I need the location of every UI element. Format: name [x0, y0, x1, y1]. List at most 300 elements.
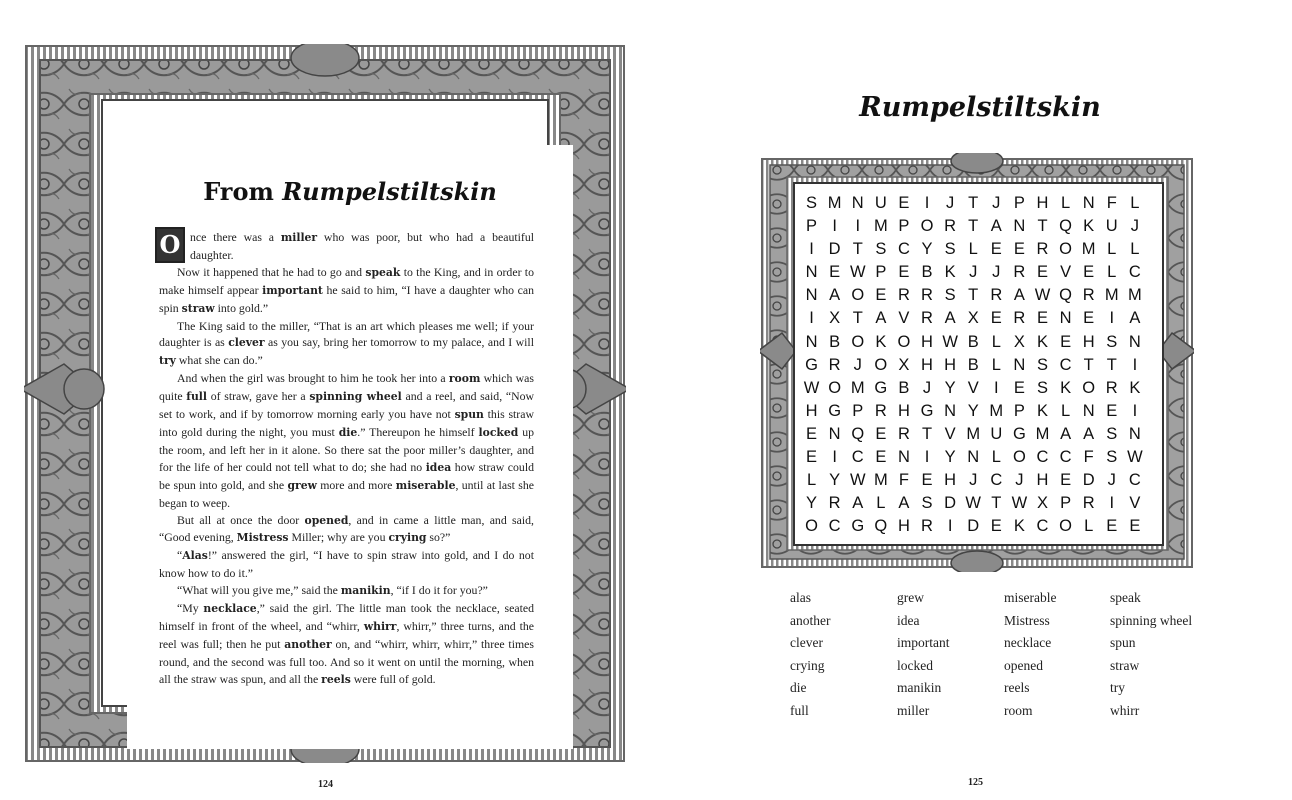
grid-letter[interactable]: V	[967, 378, 979, 397]
grid-letter[interactable]: S	[1036, 378, 1048, 397]
grid-letter[interactable]: J	[945, 194, 955, 212]
grid-letter[interactable]: M	[873, 217, 888, 236]
grid-letter[interactable]: E	[1036, 263, 1048, 282]
story-text: so?”	[426, 530, 451, 545]
grid-letter[interactable]: R	[1105, 378, 1118, 397]
grid-letter[interactable]: M	[989, 401, 1004, 420]
grid-letter[interactable]: L	[991, 448, 1001, 467]
grid-letter[interactable]: L	[1084, 517, 1094, 536]
grid-letter[interactable]: O	[1059, 517, 1072, 536]
grid-letter[interactable]: K	[1036, 332, 1048, 351]
grid-letter[interactable]: K	[1013, 517, 1025, 536]
grid-letter[interactable]: O	[851, 286, 865, 305]
grid-letter[interactable]: L	[991, 332, 1001, 351]
grid-letter[interactable]: J	[1107, 471, 1116, 490]
grid-letter[interactable]: V	[1060, 263, 1072, 282]
vocab-word: spun	[454, 408, 484, 422]
story-text: .” Thereupon he himself	[357, 424, 479, 439]
grid-letter[interactable]: D	[1082, 471, 1095, 490]
grid-letter[interactable]: J	[1015, 471, 1024, 490]
grid-letter[interactable]: W	[965, 494, 981, 513]
grid-letter[interactable]: T	[991, 494, 1002, 513]
grid-letter[interactable]: Y	[829, 471, 841, 490]
grid-letter[interactable]: P	[1013, 194, 1025, 212]
grid-letter[interactable]: A	[1013, 286, 1025, 305]
page-number-right: 125	[968, 777, 983, 788]
word-list-item: important	[897, 635, 950, 651]
grid-letter[interactable]: J	[969, 471, 978, 490]
grid-letter[interactable]: H	[1082, 332, 1095, 351]
grid-letter[interactable]: X	[898, 355, 910, 374]
grid-letter[interactable]: E	[1083, 309, 1095, 328]
story-title-italic: Rumpelstiltskin	[282, 177, 497, 206]
grid-letter[interactable]: N	[967, 448, 980, 467]
grid-letter[interactable]: J	[992, 263, 1001, 282]
grid-letter[interactable]: N	[828, 424, 841, 443]
grid-letter[interactable]: S	[1106, 424, 1118, 443]
grid-letter[interactable]: H	[921, 332, 933, 351]
grid-letter[interactable]: M	[850, 378, 865, 397]
grid-letter[interactable]: C	[1036, 448, 1049, 467]
grid-letter[interactable]: F	[1106, 194, 1117, 212]
word-list-item: die	[790, 680, 807, 696]
grid-letter[interactable]: B	[967, 355, 979, 374]
grid-letter[interactable]: O	[1059, 240, 1072, 259]
word-list-item: spinning wheel	[1110, 612, 1193, 628]
grid-letter[interactable]: C	[1059, 355, 1072, 374]
grid-letter[interactable]: M	[1127, 286, 1142, 305]
grid-letter[interactable]: H	[897, 517, 910, 536]
grid-letter[interactable]: E	[898, 194, 910, 212]
grid-letter[interactable]: C	[851, 448, 864, 467]
grid-letter[interactable]: S	[921, 494, 933, 513]
story-text: , whirr,” three turns, and the reel was full; then he put	[159, 618, 534, 651]
grid-letter[interactable]: O	[874, 355, 888, 374]
grid-letter[interactable]: I	[947, 517, 953, 536]
grid-letter[interactable]: A	[1083, 424, 1095, 443]
story-text: The King said to the miller, “That is an art which pleases me well; if your daughter is as	[159, 318, 534, 350]
grid-letter[interactable]: L	[1130, 240, 1140, 259]
vocab-word: another	[284, 637, 332, 651]
grid-letter[interactable]: O	[920, 217, 934, 236]
grid-letter[interactable]: P	[852, 401, 864, 420]
word-list-item: straw	[1110, 657, 1140, 673]
story-paragraph	[159, 582, 534, 600]
grid-letter[interactable]: E	[1013, 378, 1025, 397]
grid-letter[interactable]: L	[806, 471, 817, 490]
vocab-word: crying	[388, 531, 427, 545]
grid-letter[interactable]: W	[849, 263, 866, 282]
grid-letter[interactable]: C	[897, 240, 910, 259]
story-text: who was poor, but who had a beautiful daughter.	[190, 230, 535, 262]
grid-letter[interactable]: I	[809, 309, 814, 328]
grid-letter[interactable]: I	[1132, 355, 1138, 374]
grid-letter[interactable]: E	[898, 263, 910, 282]
grid-letter[interactable]: A	[875, 309, 887, 328]
grid-letter[interactable]: G	[1012, 424, 1026, 443]
vocab-word: miller	[280, 231, 318, 244]
grid-letter[interactable]: Q	[874, 517, 888, 536]
grid-letter[interactable]: T	[852, 309, 863, 328]
grid-letter[interactable]: R	[1036, 240, 1049, 259]
grid-letter[interactable]: O	[851, 332, 865, 351]
grid-letter[interactable]: Q	[1059, 217, 1072, 236]
grid-letter[interactable]: E	[921, 471, 933, 490]
vocab-word: room	[448, 372, 481, 386]
story-text: to the King, and in order to make himself appear	[159, 264, 534, 297]
grid-letter[interactable]: A	[852, 494, 864, 513]
grid-letter[interactable]: O	[1082, 378, 1096, 397]
grid-letter[interactable]: Y	[921, 240, 933, 259]
grid-letter[interactable]: E	[1106, 517, 1118, 536]
grid-letter[interactable]: K	[875, 332, 887, 351]
vocab-word: full	[186, 390, 207, 404]
grid-letter[interactable]: M	[1035, 424, 1050, 443]
grid-letter[interactable]: A	[990, 217, 1002, 236]
grid-letter[interactable]: E	[875, 424, 887, 443]
grid-letter[interactable]: M	[873, 471, 888, 490]
grid-letter[interactable]: N	[897, 448, 910, 467]
grid-letter[interactable]: S	[944, 240, 956, 259]
grid-letter[interactable]: A	[829, 286, 841, 305]
grid-letter[interactable]: E	[990, 240, 1002, 259]
grid-letter[interactable]: I	[1109, 309, 1115, 328]
grid-letter[interactable]: J	[969, 263, 978, 282]
grid-letter[interactable]: R	[828, 355, 841, 374]
grid-letter[interactable]: W	[1127, 448, 1143, 467]
grid-letter[interactable]: W	[1034, 286, 1051, 305]
grid-letter[interactable]: I	[832, 448, 837, 467]
story-paragraph	[159, 229, 534, 264]
word-list-item: crying	[790, 657, 825, 673]
word-list-item: locked	[897, 657, 933, 673]
grid-letter[interactable]: L	[1107, 240, 1117, 259]
grid-letter[interactable]: E	[990, 309, 1002, 328]
grid-letter[interactable]: W	[942, 332, 958, 351]
grid-letter[interactable]: G	[920, 401, 934, 420]
grid-letter[interactable]: E	[1060, 471, 1072, 490]
grid-letter[interactable]: N	[851, 194, 864, 212]
story-text-panel	[127, 145, 573, 749]
word-list-item: reels	[1004, 680, 1030, 696]
grid-letter[interactable]: H	[944, 471, 957, 490]
word-list-item: miserable	[1004, 590, 1057, 605]
grid-letter[interactable]: L	[1060, 401, 1071, 420]
grid-letter[interactable]: T	[968, 217, 979, 236]
story-text: Miller; why are you	[288, 530, 389, 545]
word-search-grid	[800, 192, 1146, 538]
grid-letter[interactable]: H	[921, 355, 933, 374]
grid-letter[interactable]: M	[827, 194, 842, 212]
word-list-item: idea	[897, 612, 920, 628]
story-text: , until at last she began to weep.	[159, 477, 535, 510]
grid-letter[interactable]: R	[921, 309, 933, 328]
grid-letter[interactable]: H	[1036, 471, 1049, 490]
grid-letter[interactable]: A	[1060, 424, 1072, 443]
grid-letter[interactable]: E	[806, 448, 818, 467]
grid-letter[interactable]: Y	[967, 401, 979, 420]
grid-letter[interactable]: M	[1081, 240, 1096, 259]
grid-letter[interactable]: H	[1036, 194, 1049, 212]
grid-letter[interactable]: H	[897, 401, 910, 420]
vocab-word: miserable	[395, 478, 456, 492]
grid-letter[interactable]: D	[828, 240, 841, 259]
grid-letter[interactable]: Q	[851, 424, 865, 443]
grid-letter[interactable]: D	[944, 494, 957, 513]
vocab-word: important	[262, 283, 323, 297]
grid-letter[interactable]: N	[1013, 217, 1026, 236]
grid-letter[interactable]: O	[805, 517, 818, 536]
grid-letter[interactable]: O	[1012, 448, 1026, 467]
grid-letter[interactable]: M	[1104, 286, 1119, 305]
grid-letter[interactable]: R	[897, 286, 910, 305]
grid-letter[interactable]: O	[828, 378, 842, 397]
grid-letter[interactable]: W	[849, 471, 866, 490]
grid-letter[interactable]: L	[876, 494, 886, 513]
story-text: , and in came a little man, and said, “Good evening,	[159, 512, 534, 545]
grid-letter[interactable]: R	[874, 401, 887, 420]
grid-letter[interactable]: W	[803, 378, 820, 397]
grid-letter[interactable]: T	[1037, 217, 1048, 236]
vocab-word: Alas	[182, 549, 208, 563]
story-paragraph	[159, 547, 534, 582]
grid-letter[interactable]: F	[1083, 448, 1094, 467]
grid-letter[interactable]: G	[805, 355, 818, 374]
story-text: as you say, bring her tomorrow to my palace, and I will	[264, 335, 534, 350]
vocab-word: reels	[321, 672, 351, 686]
grid-letter[interactable]: G	[828, 401, 842, 420]
grid-letter[interactable]: S	[806, 194, 818, 212]
puzzle-frame	[760, 153, 1194, 572]
story-text: But all at once the door	[177, 512, 305, 527]
grid-letter[interactable]: G	[851, 517, 865, 536]
grid-letter[interactable]: C	[1036, 517, 1049, 536]
grid-letter[interactable]: E	[1106, 401, 1118, 420]
grid-letter[interactable]: H	[944, 355, 957, 374]
story-text: into gold.”	[214, 300, 269, 315]
grid-letter[interactable]: P	[806, 217, 818, 236]
grid-letter[interactable]: R	[1013, 263, 1026, 282]
grid-letter[interactable]: I	[924, 448, 930, 467]
vocab-word: straw	[181, 301, 215, 315]
story-title: From Rumpelstiltskin	[203, 177, 497, 206]
grid-letter[interactable]: N	[1128, 424, 1141, 443]
vocab-word: speak	[365, 265, 401, 279]
grid-letter[interactable]: A	[944, 309, 956, 328]
grid-letter[interactable]: L	[1060, 194, 1071, 212]
grid-letter[interactable]: S	[875, 240, 887, 259]
story-paragraph	[159, 512, 534, 548]
grid-letter[interactable]: I	[855, 217, 861, 236]
grid-letter[interactable]: R	[921, 286, 933, 305]
grid-letter[interactable]: T	[921, 424, 933, 443]
grid-letter[interactable]: X	[1036, 494, 1048, 513]
grid-letter[interactable]: P	[875, 263, 887, 282]
story-text: and a reel, and said, “Now set to work, and if by tomorrow morning early you have not	[159, 389, 535, 422]
grid-letter[interactable]: K	[944, 263, 956, 282]
grid-letter[interactable]: L	[991, 355, 1001, 374]
grid-letter[interactable]: S	[944, 286, 956, 305]
grid-letter[interactable]: R	[921, 517, 933, 536]
grid-letter[interactable]: T	[1106, 355, 1117, 374]
grid-letter[interactable]: E	[1013, 240, 1025, 259]
grid-letter[interactable]: Y	[944, 378, 956, 397]
grid-letter[interactable]: E	[806, 424, 818, 443]
story-text: which was quite	[159, 371, 534, 404]
grid-letter[interactable]: I	[1132, 401, 1138, 420]
grid-letter[interactable]: E	[1129, 517, 1141, 536]
grid-letter[interactable]: K	[1129, 378, 1141, 397]
grid-letter[interactable]: X	[967, 309, 979, 328]
grid-letter[interactable]: J	[853, 355, 862, 374]
grid-letter[interactable]: C	[990, 471, 1003, 490]
grid-letter[interactable]: L	[968, 240, 978, 259]
grid-letter[interactable]: Q	[1059, 286, 1072, 305]
grid-letter[interactable]: I	[809, 240, 814, 259]
grid-letter[interactable]: X	[829, 309, 841, 328]
story-paragraph	[159, 370, 534, 511]
grid-letter[interactable]: E	[829, 263, 841, 282]
grid-letter[interactable]: U	[874, 194, 887, 212]
grid-letter[interactable]: W	[1011, 494, 1028, 513]
grid-letter[interactable]: A	[898, 494, 910, 513]
grid-letter[interactable]: D	[967, 517, 980, 536]
drop-cap: O	[155, 227, 185, 263]
grid-letter[interactable]: H	[805, 401, 818, 420]
vocab-word: necklace	[203, 602, 257, 616]
grid-letter[interactable]: F	[898, 471, 909, 490]
story-text: And when the girl was brought to him he took her into a	[177, 371, 449, 386]
grid-letter[interactable]: B	[898, 378, 910, 397]
word-list-item: whirr	[1110, 702, 1140, 718]
grid-letter[interactable]: R	[1082, 286, 1095, 305]
grid-letter[interactable]: R	[828, 494, 841, 513]
grid-letter[interactable]: E	[1036, 309, 1048, 328]
grid-letter[interactable]: N	[1013, 355, 1026, 374]
story-text: Now it happened that he had to go and	[177, 264, 366, 279]
vocab-word: try	[159, 354, 176, 368]
grid-letter[interactable]: S	[1106, 332, 1118, 351]
grid-letter[interactable]: N	[1082, 194, 1095, 212]
grid-letter[interactable]: U	[1105, 217, 1118, 236]
grid-letter[interactable]: V	[898, 309, 910, 328]
grid-letter[interactable]: T	[968, 286, 979, 305]
grid-letter[interactable]: R	[1013, 309, 1026, 328]
grid-letter[interactable]: E	[1060, 332, 1072, 351]
story-text: this straw into gold during the night, you must	[159, 407, 534, 439]
vocab-word: clever	[228, 336, 265, 350]
grid-letter[interactable]: U	[990, 424, 1003, 443]
word-list-item: miller	[897, 702, 930, 718]
grid-letter[interactable]: L	[1130, 194, 1140, 212]
grid-letter[interactable]: C	[1128, 471, 1141, 490]
grid-letter[interactable]: L	[1107, 263, 1117, 282]
grid-letter[interactable]: K	[1036, 401, 1048, 420]
word-list-item: another	[790, 612, 831, 628]
grid-letter[interactable]: T	[968, 194, 979, 212]
grid-letter[interactable]: Y	[806, 494, 818, 513]
grid-letter[interactable]: G	[874, 378, 888, 397]
grid-letter[interactable]: M	[966, 424, 981, 443]
word-list-item: spun	[1110, 635, 1136, 651]
grid-letter[interactable]: I	[994, 378, 999, 397]
grid-letter[interactable]: P	[1060, 494, 1072, 513]
grid-letter[interactable]: N	[944, 401, 957, 420]
grid-letter[interactable]: E	[1083, 263, 1095, 282]
grid-letter[interactable]: S	[1106, 448, 1118, 467]
grid-letter[interactable]: N	[1059, 309, 1072, 328]
grid-letter[interactable]: E	[875, 286, 887, 305]
grid-letter[interactable]: B	[967, 332, 979, 351]
grid-letter[interactable]: J	[1130, 217, 1139, 236]
grid-letter[interactable]: X	[1013, 332, 1025, 351]
grid-letter[interactable]: K	[1060, 378, 1072, 397]
grid-letter[interactable]: O	[897, 332, 911, 351]
grid-letter[interactable]: A	[1129, 309, 1141, 328]
story-body	[159, 229, 534, 689]
story-paragraph	[159, 600, 534, 689]
grid-letter[interactable]: J	[922, 378, 932, 397]
story-paragraph	[159, 264, 534, 318]
grid-letter[interactable]: B	[921, 263, 933, 282]
grid-letter[interactable]: N	[1128, 332, 1141, 351]
word-list-item: room	[1004, 702, 1033, 718]
grid-letter[interactable]: Y	[944, 448, 956, 467]
grid-letter[interactable]: N	[805, 286, 818, 305]
grid-letter[interactable]: C	[828, 517, 841, 536]
grid-letter[interactable]: N	[805, 263, 818, 282]
grid-letter[interactable]: P	[1013, 401, 1025, 420]
page-number-left: 124	[318, 779, 333, 790]
story-text: “My	[177, 601, 204, 616]
grid-letter[interactable]: I	[832, 217, 837, 236]
word-list-item: alas	[790, 590, 811, 605]
grid-letter[interactable]: K	[1083, 217, 1095, 236]
story-text: how straw could be spun into gold, and she	[159, 459, 534, 492]
grid-letter[interactable]: P	[898, 217, 910, 236]
vocab-word: locked	[478, 425, 519, 439]
grid-letter[interactable]: V	[944, 424, 956, 443]
word-list-item: clever	[790, 635, 823, 651]
vocab-word: opened	[304, 513, 349, 527]
grid-letter[interactable]: J	[992, 194, 1001, 212]
grid-letter[interactable]: R	[944, 217, 957, 236]
grid-letter[interactable]: R	[1082, 494, 1095, 513]
grid-letter[interactable]: C	[1059, 448, 1072, 467]
story-text: of straw, gave her a	[207, 389, 310, 404]
grid-letter[interactable]: C	[1128, 263, 1141, 282]
grid-letter[interactable]: E	[875, 448, 887, 467]
grid-letter[interactable]: I	[924, 194, 930, 212]
grid-letter[interactable]: T	[852, 240, 863, 259]
story-text: “What will you give me,” said the	[177, 583, 341, 598]
grid-letter[interactable]: I	[1109, 494, 1115, 513]
grid-letter[interactable]: N	[805, 332, 818, 351]
word-list-item: speak	[1110, 590, 1141, 605]
grid-letter[interactable]: E	[990, 517, 1002, 536]
grid-letter[interactable]: B	[829, 332, 841, 351]
grid-letter[interactable]: V	[1129, 494, 1141, 513]
grid-letter[interactable]: T	[1083, 355, 1094, 374]
word-list-item: necklace	[1004, 635, 1052, 651]
grid-letter[interactable]: R	[990, 286, 1003, 305]
vocab-word: idea	[425, 460, 452, 474]
grid-letter[interactable]: R	[897, 424, 910, 443]
story-text: nce there was a	[190, 230, 281, 244]
story-paragraph	[159, 318, 534, 371]
grid-letter[interactable]: S	[1036, 355, 1048, 374]
grid-letter[interactable]: N	[1082, 401, 1095, 420]
